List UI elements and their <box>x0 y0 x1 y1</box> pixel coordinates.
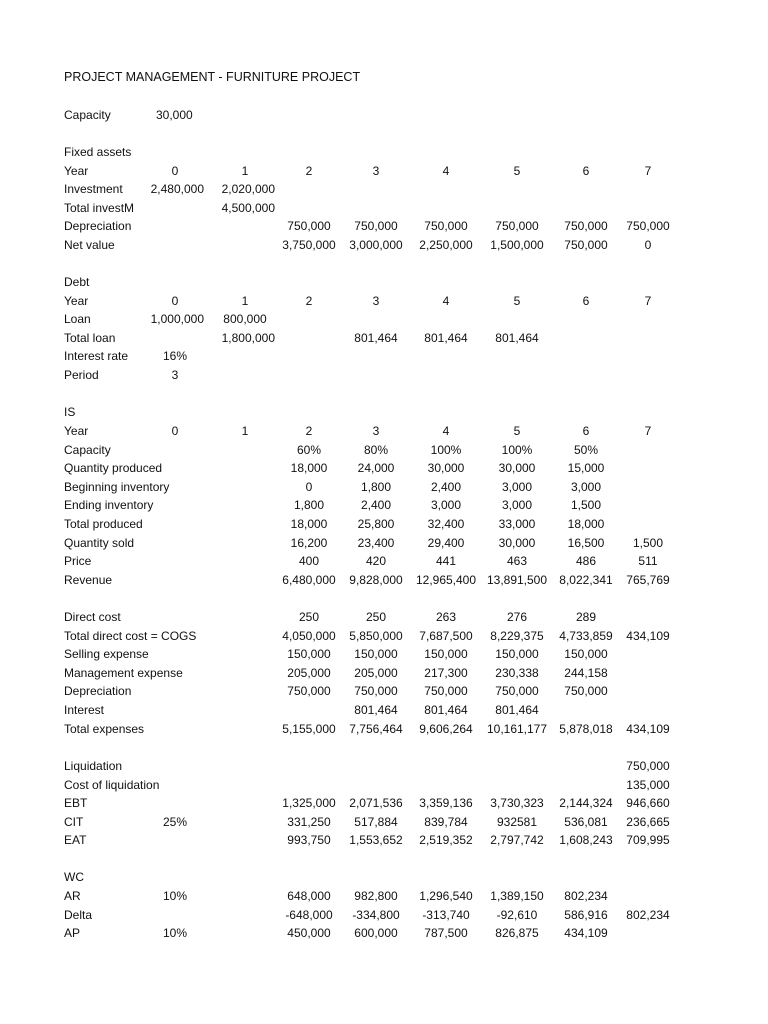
cell-year-3: 25,800 <box>357 517 395 531</box>
net-value-row <box>0 236 768 254</box>
cell-year-4: 787,500 <box>424 926 468 940</box>
total-expenses-row <box>0 720 768 738</box>
cell-year-3: 801,464 <box>354 703 398 717</box>
cell-year-4: 4 <box>442 294 450 308</box>
is-capacity-row <box>0 441 768 459</box>
cell-year-5: 230,338 <box>495 666 539 680</box>
cell-label: Total expenses <box>64 722 145 736</box>
cell-year-1: 4,500,000 <box>221 201 275 215</box>
cell-year-6: 750,000 <box>564 684 608 698</box>
cell-year-4: 7,687,500 <box>419 629 473 643</box>
cell-year-5: 3,000 <box>501 498 533 512</box>
cell-label: Management expense <box>64 666 183 680</box>
cell-label: AR <box>64 889 81 903</box>
cell-year-2: 331,250 <box>287 815 331 829</box>
cell-year-2: 150,000 <box>287 647 331 661</box>
cell-year-2: 16,200 <box>290 536 328 550</box>
cell-year-3: 3 <box>372 294 380 308</box>
cell-label: Cost of liquidation <box>64 778 160 792</box>
cell-year-2: 2 <box>305 294 313 308</box>
cell-year-5: 5 <box>513 424 521 438</box>
cell-year-2: 3,750,000 <box>282 238 336 252</box>
cell-year-3: 80% <box>363 443 389 457</box>
cell-label: AP <box>64 926 81 940</box>
cell-year-5: 10,161,177 <box>486 722 548 736</box>
cell-year-7: 750,000 <box>626 219 670 233</box>
cell-year-6: 6 <box>582 294 590 308</box>
cell-year-7: 709,995 <box>626 833 670 847</box>
cell-year-4: 801,464 <box>424 703 468 717</box>
ending-inventory-row <box>0 496 768 514</box>
cell-year-2: 250 <box>298 610 320 624</box>
cell-year-3: 982,800 <box>354 889 398 903</box>
cell-year-2: 6,480,000 <box>282 573 336 587</box>
capacity-row <box>0 106 768 124</box>
cell-year-3: 1,553,652 <box>349 833 403 847</box>
cell-year-6: 150,000 <box>564 647 608 661</box>
is-depreciation-row <box>0 682 768 700</box>
cell-year-5: 3,000 <box>501 480 533 494</box>
interest-rate-row <box>0 347 768 365</box>
cell-year-5: 750,000 <box>495 219 539 233</box>
cell-year-2: 0 <box>305 480 313 494</box>
cell-year-4: 3,000 <box>430 498 462 512</box>
sheet-title: PROJECT MANAGEMENT - FURNITURE PROJECT <box>64 70 361 84</box>
cell-year-5: 8,229,375 <box>490 629 544 643</box>
cell-label: Selling expense <box>64 647 149 661</box>
cell-year-1: 1,800,000 <box>221 331 275 345</box>
cell-label: Delta <box>64 908 93 922</box>
eat-row <box>0 831 768 849</box>
cell-year-6: 536,081 <box>564 815 608 829</box>
capacity-value: 30,000 <box>156 108 193 122</box>
cell-year-4: 3,359,136 <box>419 796 473 810</box>
cell-year-2: 1,325,000 <box>282 796 336 810</box>
cell-year-6: 15,000 <box>567 461 605 475</box>
cell-label: Quantity produced <box>64 461 163 475</box>
capacity-label: Capacity <box>64 108 111 122</box>
cell-year-6: 802,234 <box>564 889 608 903</box>
cell-year-6: 1,608,243 <box>559 833 613 847</box>
cost-of-liquidation-row <box>0 776 768 794</box>
cell-year-5: 30,000 <box>498 461 536 475</box>
cell-year-1: 800,000 <box>223 312 267 326</box>
direct-cost-row <box>0 608 768 626</box>
cell-year-6: 486 <box>575 554 597 568</box>
cell-year-0: 10% <box>162 926 188 940</box>
cell-label: Ending inventory <box>64 498 154 512</box>
cell-label: EAT <box>64 833 87 847</box>
cell-year-2: -648,000 <box>285 908 333 922</box>
cell-year-3: 750,000 <box>354 219 398 233</box>
cell-year-6: 244,158 <box>564 666 608 680</box>
cell-label: Interest <box>64 703 105 717</box>
cell-year-4: 263 <box>435 610 457 624</box>
cell-year-7: 511 <box>638 554 658 568</box>
cell-year-2: 648,000 <box>287 889 331 903</box>
cell-year-3: 205,000 <box>354 666 398 680</box>
cell-year-4: 217,300 <box>424 666 468 680</box>
cell-year-5: 1,389,150 <box>490 889 544 903</box>
cell-year-4: 29,400 <box>427 536 465 550</box>
cell-year-7: 434,109 <box>626 722 670 736</box>
cell-year-6: 2,144,324 <box>559 796 613 810</box>
cell-label: Revenue <box>64 573 113 587</box>
cell-year-2: 2 <box>305 424 313 438</box>
cell-year-5: 150,000 <box>495 647 539 661</box>
cell-year-4: 30,000 <box>427 461 465 475</box>
cell-year-4: 4 <box>442 424 450 438</box>
cell-year-5: 30,000 <box>498 536 536 550</box>
cell-year-3: 801,464 <box>354 331 398 345</box>
interest-row <box>0 701 768 719</box>
cell-year-3: 1,800 <box>360 480 392 494</box>
total-loan-row <box>0 329 768 347</box>
ebt-row <box>0 794 768 812</box>
cell-year-3: 600,000 <box>354 926 398 940</box>
cell-year-3: 5,850,000 <box>349 629 403 643</box>
cell-year-5: 3,730,323 <box>490 796 544 810</box>
cell-year-5: 826,875 <box>495 926 539 940</box>
cell-year-6: 5,878,018 <box>559 722 613 736</box>
cell-year-7: 135,000 <box>626 778 670 792</box>
cell-year-3: 3,000,000 <box>349 238 403 252</box>
cell-label: Quantity sold <box>64 536 135 550</box>
delta-row <box>0 906 768 924</box>
cell-year-5: 463 <box>506 554 528 568</box>
loan-row <box>0 310 768 328</box>
cell-year-0: 25% <box>162 815 188 829</box>
cell-year-3: 3 <box>372 164 380 178</box>
cell-year-7: 765,769 <box>626 573 670 587</box>
cell-year-7: 1,500 <box>632 536 664 550</box>
cit-row <box>0 813 768 831</box>
cell-year-2: 750,000 <box>287 219 331 233</box>
ar-row <box>0 887 768 905</box>
cell-year-0: 2,480,000 <box>150 182 204 196</box>
is-heading: IS <box>64 405 76 419</box>
cell-label: Year <box>64 294 89 308</box>
cell-year-3: 150,000 <box>354 647 398 661</box>
cell-year-7: 0 <box>644 238 652 252</box>
cell-year-6: 16,500 <box>567 536 605 550</box>
cell-year-7: 7 <box>644 424 652 438</box>
total-produced-row <box>0 515 768 533</box>
wc-heading-row <box>0 868 768 886</box>
cell-year-2: 205,000 <box>287 666 331 680</box>
cell-label: Investment <box>64 182 123 196</box>
ap-row <box>0 924 768 942</box>
revenue-row <box>0 571 768 589</box>
cell-label: Total direct cost = COGS <box>64 629 197 643</box>
cell-year-6: 3,000 <box>570 480 602 494</box>
cell-year-5: 2,797,742 <box>490 833 544 847</box>
cell-year-3: 24,000 <box>357 461 395 475</box>
cell-year-6: 50% <box>573 443 599 457</box>
cell-year-6: 8,022,341 <box>559 573 613 587</box>
cell-label: Depreciation <box>64 684 132 698</box>
cell-year-2: 60% <box>296 443 322 457</box>
cell-year-4: 750,000 <box>424 219 468 233</box>
quantity-produced-row <box>0 459 768 477</box>
cell-year-4: 150,000 <box>424 647 468 661</box>
cell-year-2: 750,000 <box>287 684 331 698</box>
cell-year-6: 586,916 <box>564 908 608 922</box>
cell-year-6: 1,500 <box>570 498 602 512</box>
cell-label: Interest rate <box>64 349 129 363</box>
cell-label: EBT <box>64 796 88 810</box>
cogs-row <box>0 627 768 645</box>
cell-year-1: 1 <box>241 164 249 178</box>
cell-year-4: 2,400 <box>430 480 462 494</box>
cell-year-2: 450,000 <box>287 926 331 940</box>
cell-year-4: 2,519,352 <box>419 833 473 847</box>
cell-label: Liquidation <box>64 759 123 773</box>
cell-year-5: 13,891,500 <box>486 573 548 587</box>
cell-year-3: 250 <box>365 610 387 624</box>
price-row <box>0 552 768 570</box>
fixed-assets-heading: Fixed assets <box>64 145 132 159</box>
cell-year-4: 100% <box>430 443 462 457</box>
period-row <box>0 366 768 384</box>
cell-year-0: 3 <box>171 368 179 382</box>
cell-label: Depreciation <box>64 219 132 233</box>
cell-year-3: 420 <box>365 554 387 568</box>
cell-label: Total produced <box>64 517 143 531</box>
cell-year-2: 5,155,000 <box>282 722 336 736</box>
cell-year-3: 7,756,464 <box>349 722 403 736</box>
liquidation-row <box>0 757 768 775</box>
total-investment-row <box>0 199 768 217</box>
cell-year-4: 32,400 <box>427 517 465 531</box>
cell-year-6: 18,000 <box>567 517 605 531</box>
cell-label: Capacity <box>64 443 111 457</box>
fixed-assets-year-row <box>0 162 768 180</box>
is-year-row <box>0 422 768 440</box>
cell-year-4: 801,464 <box>424 331 468 345</box>
cell-year-1: 1 <box>241 294 249 308</box>
management-expense-row <box>0 664 768 682</box>
cell-label: Period <box>64 368 99 382</box>
cell-label: Price <box>64 554 92 568</box>
debt-heading: Debt <box>64 275 90 289</box>
cell-year-5: 100% <box>501 443 533 457</box>
cell-label: CIT <box>64 815 84 829</box>
cell-year-2: 993,750 <box>287 833 331 847</box>
wc-heading: WC <box>64 870 84 884</box>
cell-year-2: 18,000 <box>290 517 328 531</box>
cell-year-6: 4,733,859 <box>559 629 613 643</box>
cell-label: Total loan <box>64 331 116 345</box>
cell-year-7: 750,000 <box>626 759 670 773</box>
cell-year-0: 10% <box>162 889 188 903</box>
cell-year-3: 2,071,536 <box>349 796 403 810</box>
cell-year-5: -92,610 <box>496 908 538 922</box>
is-heading-row <box>0 403 768 421</box>
cell-year-4: 750,000 <box>424 684 468 698</box>
cell-year-3: 750,000 <box>354 684 398 698</box>
cell-year-7: 236,665 <box>626 815 670 829</box>
cell-label: Direct cost <box>64 610 121 624</box>
cell-year-5: 276 <box>506 610 528 624</box>
cell-year-6: 750,000 <box>564 219 608 233</box>
cell-year-4: 1,296,540 <box>419 889 473 903</box>
cell-year-2: 2 <box>305 164 313 178</box>
cell-year-5: 5 <box>513 294 521 308</box>
cell-year-0: 0 <box>171 294 179 308</box>
cell-year-6: 6 <box>582 164 590 178</box>
cell-year-0: 16% <box>162 349 188 363</box>
cell-year-3: -334,800 <box>352 908 400 922</box>
cell-year-1: 1 <box>241 424 249 438</box>
cell-year-5: 750,000 <box>495 684 539 698</box>
cell-year-3: 2,400 <box>360 498 392 512</box>
cell-label: Beginning inventory <box>64 480 170 494</box>
cell-year-7: 7 <box>644 294 652 308</box>
cell-year-6: 434,109 <box>564 926 608 940</box>
cell-year-0: 1,000,000 <box>150 312 204 326</box>
cell-label: Year <box>64 424 89 438</box>
cell-year-4: 441 <box>435 554 457 568</box>
cell-year-7: 802,234 <box>626 908 670 922</box>
cell-year-3: 9,828,000 <box>349 573 403 587</box>
depreciation-row <box>0 217 768 235</box>
debt-heading-row <box>0 273 768 291</box>
cell-year-6: 750,000 <box>564 238 608 252</box>
cell-year-2: 18,000 <box>290 461 328 475</box>
cell-year-5: 33,000 <box>498 517 536 531</box>
beginning-inventory-row <box>0 478 768 496</box>
cell-year-5: 801,464 <box>495 703 539 717</box>
cell-year-4: 839,784 <box>424 815 468 829</box>
cell-year-2: 400 <box>298 554 320 568</box>
investment-row <box>0 180 768 198</box>
cell-label: Total investM <box>64 201 135 215</box>
cell-year-4: -313,740 <box>422 908 470 922</box>
cell-year-4: 9,606,264 <box>419 722 473 736</box>
cell-year-0: 0 <box>171 424 179 438</box>
cell-year-5: 1,500,000 <box>490 238 544 252</box>
cell-label: Year <box>64 164 89 178</box>
cell-year-7: 434,109 <box>626 629 670 643</box>
cell-year-4: 2,250,000 <box>419 238 473 252</box>
cell-year-7: 946,660 <box>626 796 670 810</box>
cell-year-5: 932581 <box>496 815 538 829</box>
cell-year-5: 5 <box>513 164 521 178</box>
cell-year-4: 12,965,400 <box>415 573 477 587</box>
debt-year-row <box>0 292 768 310</box>
cell-year-0: 0 <box>171 164 179 178</box>
cell-year-6: 289 <box>575 610 597 624</box>
cell-year-3: 23,400 <box>357 536 395 550</box>
cell-year-7: 7 <box>644 164 652 178</box>
cell-label: Net value <box>64 238 115 252</box>
cell-label: Loan <box>64 312 91 326</box>
cell-year-2: 4,050,000 <box>282 629 336 643</box>
quantity-sold-row <box>0 534 768 552</box>
cell-year-2: 1,800 <box>293 498 325 512</box>
cell-year-5: 801,464 <box>495 331 539 345</box>
cell-year-1: 2,020,000 <box>221 182 275 196</box>
cell-year-3: 517,884 <box>354 815 398 829</box>
cell-year-4: 4 <box>442 164 450 178</box>
selling-expense-row <box>0 645 768 663</box>
cell-year-3: 3 <box>372 424 380 438</box>
cell-year-6: 6 <box>582 424 590 438</box>
fixed-assets-heading-row <box>0 143 768 161</box>
